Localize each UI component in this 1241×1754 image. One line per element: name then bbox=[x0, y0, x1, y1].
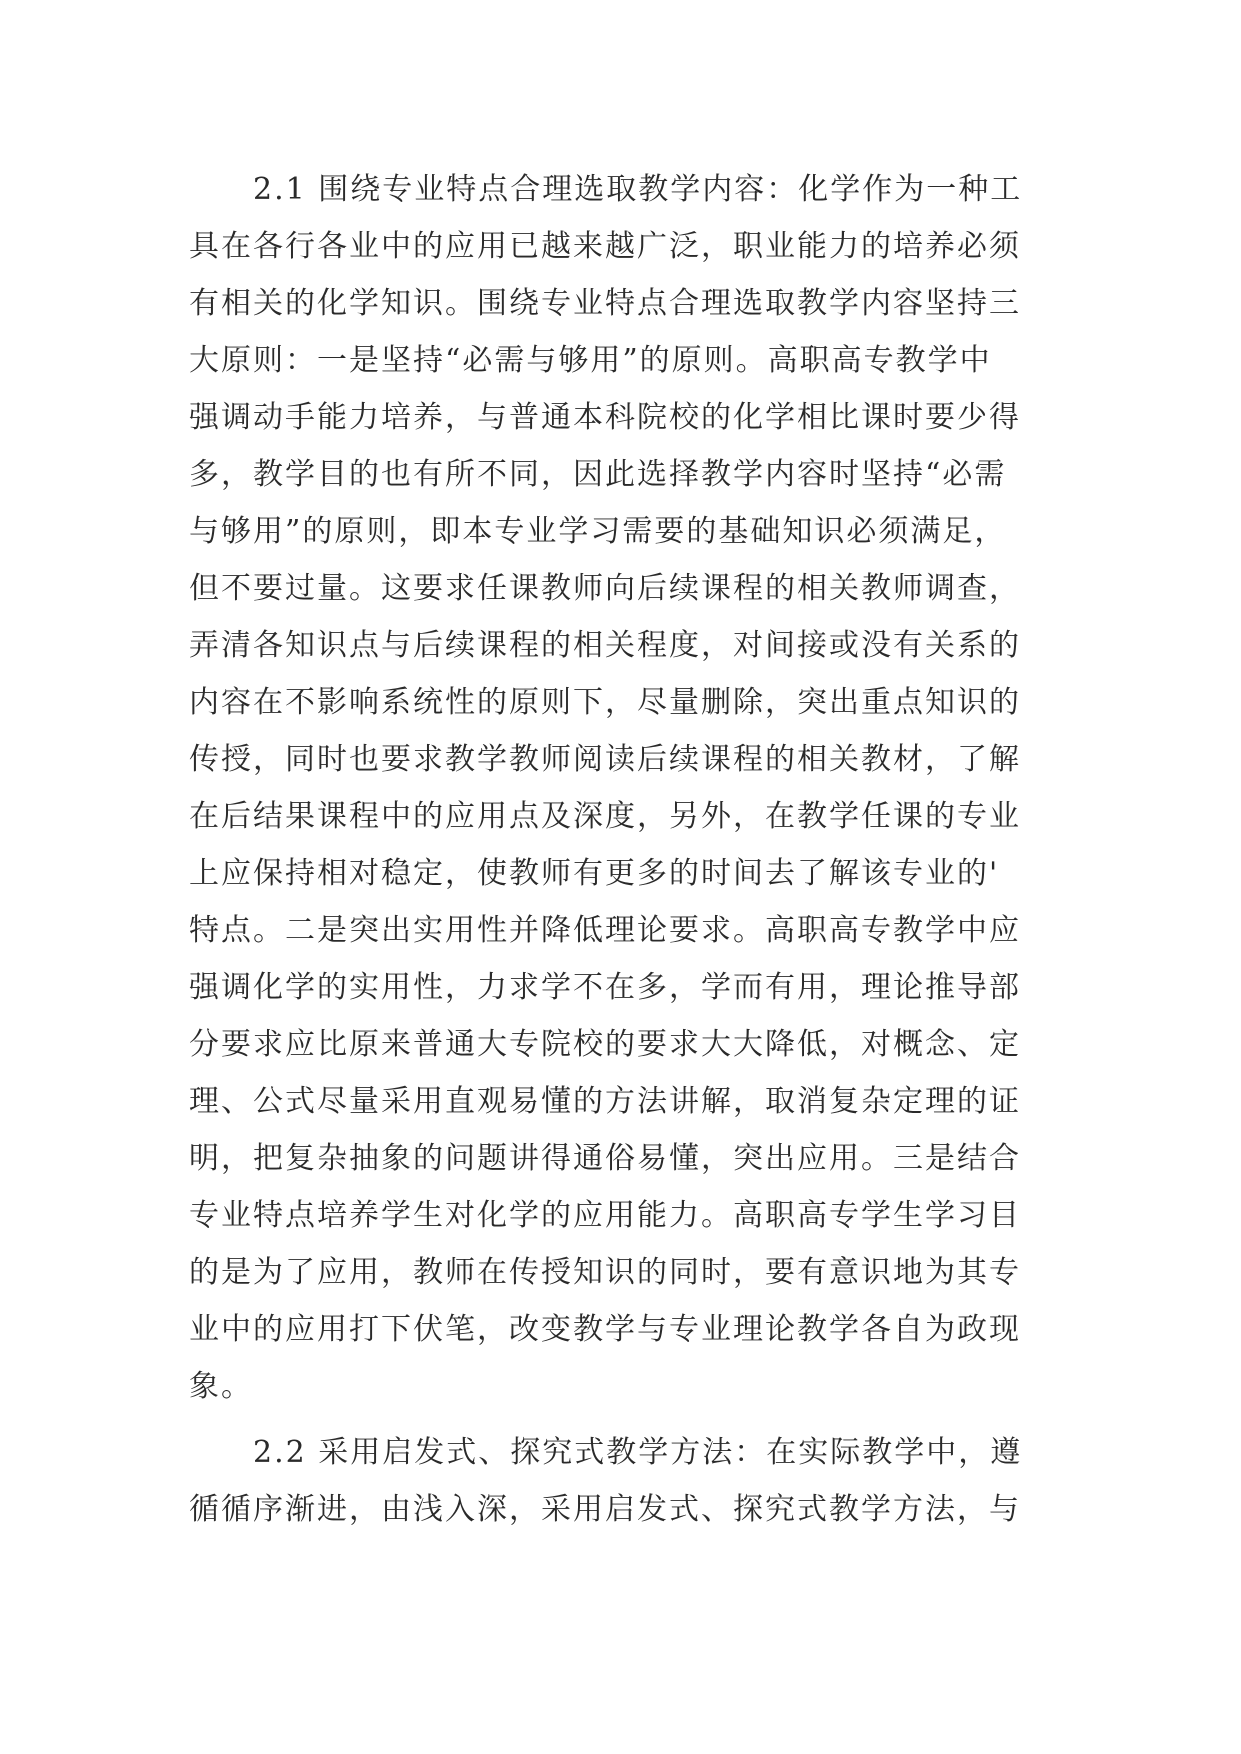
paragraph-line: 传授，同时也要求教学教师阅读后续课程的相关教材，了解 bbox=[189, 742, 1021, 777]
paragraph-line: 2.2 采用启发式、探究式教学方法：在实际教学中，遵 bbox=[253, 1435, 1023, 1470]
paragraph-line: 上应保持相对稳定，使教师有更多的时间去了解该专业的' bbox=[189, 856, 1000, 891]
paragraph-line: 内容在不影响系统性的原则下，尽量删除，突出重点知识的 bbox=[189, 685, 1021, 720]
paragraph-2-1 bbox=[189, 161, 1049, 1415]
paragraph-line: 循循序渐进，由浅入深，采用启发式、探究式教学方法，与 bbox=[189, 1492, 1021, 1527]
paragraph-line: 具在各行各业中的应用已越来越广泛，职业能力的培养必须 bbox=[189, 229, 1021, 264]
paragraph-line: 强调化学的实用性，力求学不在多，学而有用，理论推导部 bbox=[189, 970, 1021, 1005]
paragraph-line: 在后结果课程中的应用点及深度，另外，在教学任课的专业 bbox=[189, 799, 1021, 834]
paragraph-line: 大原则：一是坚持“必需与够用”的原则。高职高专教学中 bbox=[189, 343, 992, 378]
paragraph-line: 强调动手能力培养，与普通本科院校的化学相比课时要少得 bbox=[189, 400, 1021, 435]
document-body bbox=[189, 161, 1049, 1538]
paragraph-line: 有相关的化学知识。围绕专业特点合理选取教学内容坚持三 bbox=[189, 286, 1021, 321]
paragraph-line: 的是为了应用，教师在传授知识的同时，要有意识地为其专 bbox=[189, 1255, 1021, 1290]
paragraph-line: 理、公式尽量采用直观易懂的方法讲解，取消复杂定理的证 bbox=[189, 1084, 1021, 1119]
paragraph-line: 业中的应用打下伏笔，改变教学与专业理论教学各自为政现 bbox=[189, 1312, 1021, 1347]
paragraph-line: 明，把复杂抽象的问题讲得通俗易懂，突出应用。三是结合 bbox=[189, 1141, 1021, 1176]
paragraph-2-2 bbox=[189, 1424, 1049, 1538]
paragraph-line: 象。 bbox=[189, 1369, 253, 1404]
paragraph-line: 多，教学目的也有所不同，因此选择教学内容时坚持“必需 bbox=[189, 457, 1007, 492]
paragraph-line: 专业特点培养学生对化学的应用能力。高职高专学生学习目 bbox=[189, 1198, 1021, 1233]
paragraph-line: 2.1 围绕专业特点合理选取教学内容：化学作为一种工 bbox=[253, 172, 1023, 207]
paragraph-line: 分要求应比原来普通大专院校的要求大大降低，对概念、定 bbox=[189, 1027, 1021, 1062]
paragraph-spacer bbox=[189, 1415, 1049, 1424]
paragraph-line: 与够用”的原则，即本专业学习需要的基础知识必须满足， bbox=[189, 514, 1007, 549]
paragraph-line: 弄清各知识点与后续课程的相关程度，对间接或没有关系的 bbox=[189, 628, 1021, 663]
paragraph-line: 特点。二是突出实用性并降低理论要求。高职高专教学中应 bbox=[189, 913, 1021, 948]
paragraph-line: 但不要过量。这要求任课教师向后续课程的相关教师调查， bbox=[189, 571, 1021, 606]
